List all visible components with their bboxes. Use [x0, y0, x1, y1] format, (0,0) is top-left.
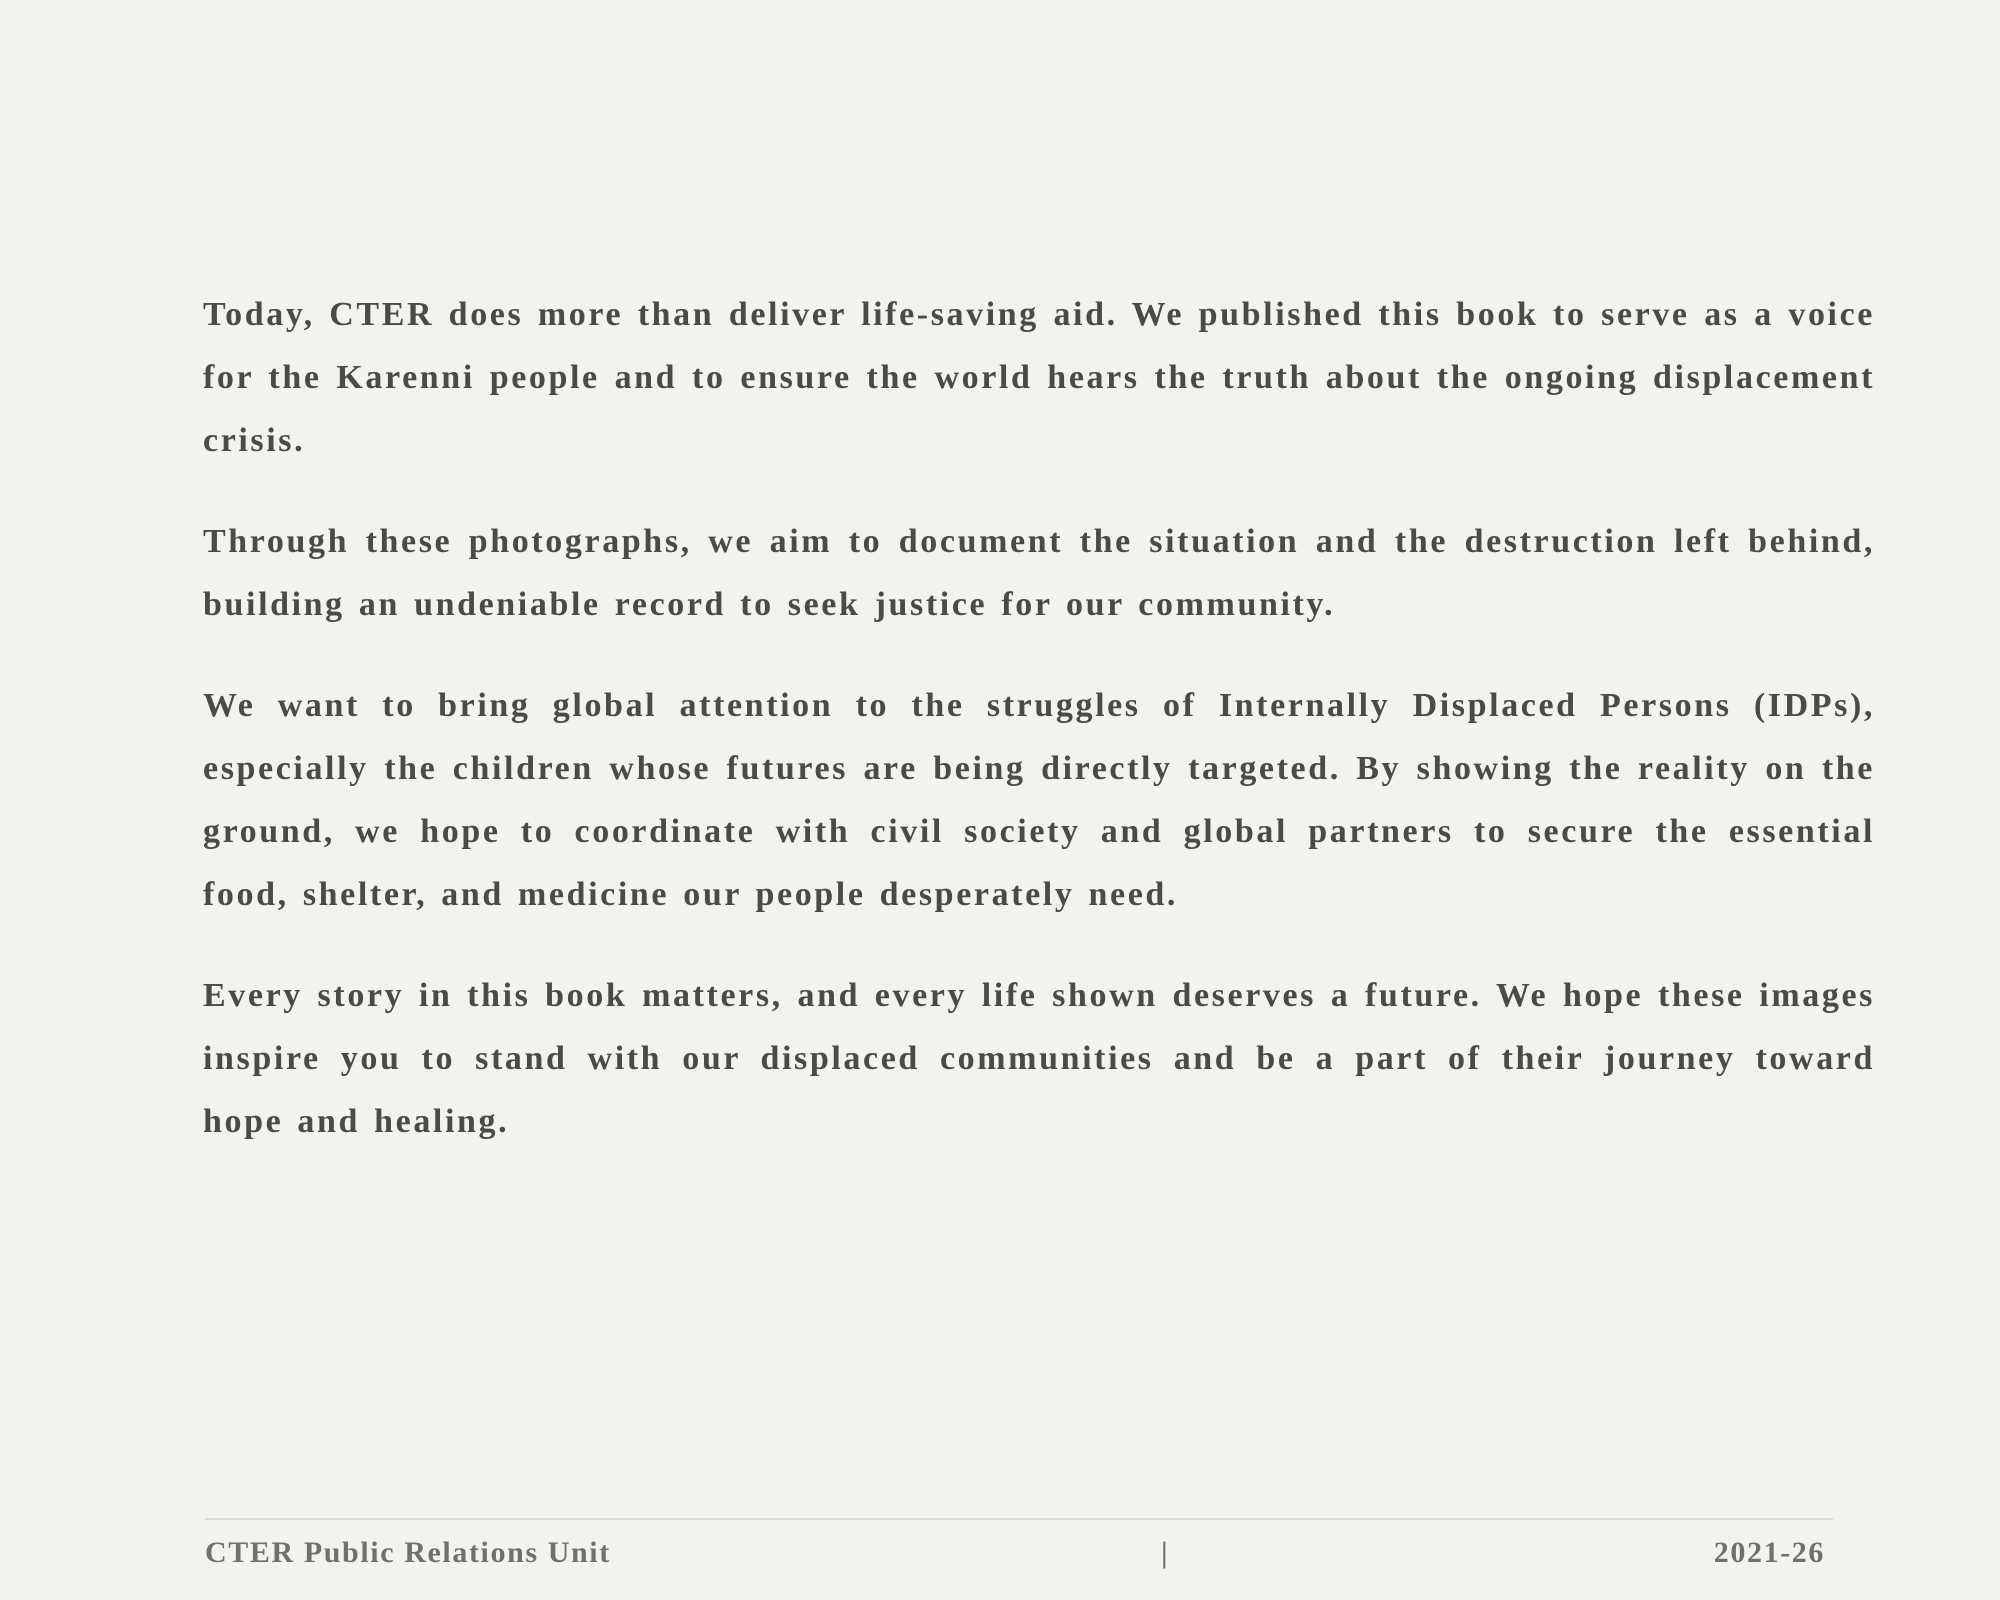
footer-divider: [205, 1518, 1833, 1520]
footer-years: 2021-26: [1713, 1536, 1825, 1569]
page-footer: [205, 1536, 1825, 1576]
body-text: [203, 283, 1875, 1191]
footer-organization: CTER Public Relations Unit: [205, 1536, 611, 1569]
paragraph-1: Today, CTER does more than deliver life-saving aid. We published this book to serve as a voice for the Karenni people and to ensure the world hears the truth about the ongoing displacement crisis.: [203, 296, 1875, 459]
paragraph-3: We want to bring global attention to the struggles of Internally Displaced Persons (IDPs), especially the children whose futures are being directly targeted. By showing the reality on the ground, we hope to coordinate with civil society and global partners to secure the essential food, shelter, and medicine our people desperately need.: [203, 687, 1875, 913]
footer-separator: |: [1161, 1536, 1170, 1569]
paragraph-2: Through these photographs, we aim to document the situation and the destruction left behind, building an undeniable record to seek justice for our community.: [203, 523, 1875, 623]
paragraph-4: Every story in this book matters, and every life shown deserves a future. We hope these images inspire you to stand with our displaced communities and be a part of their journey toward hope and healing.: [203, 977, 1875, 1140]
